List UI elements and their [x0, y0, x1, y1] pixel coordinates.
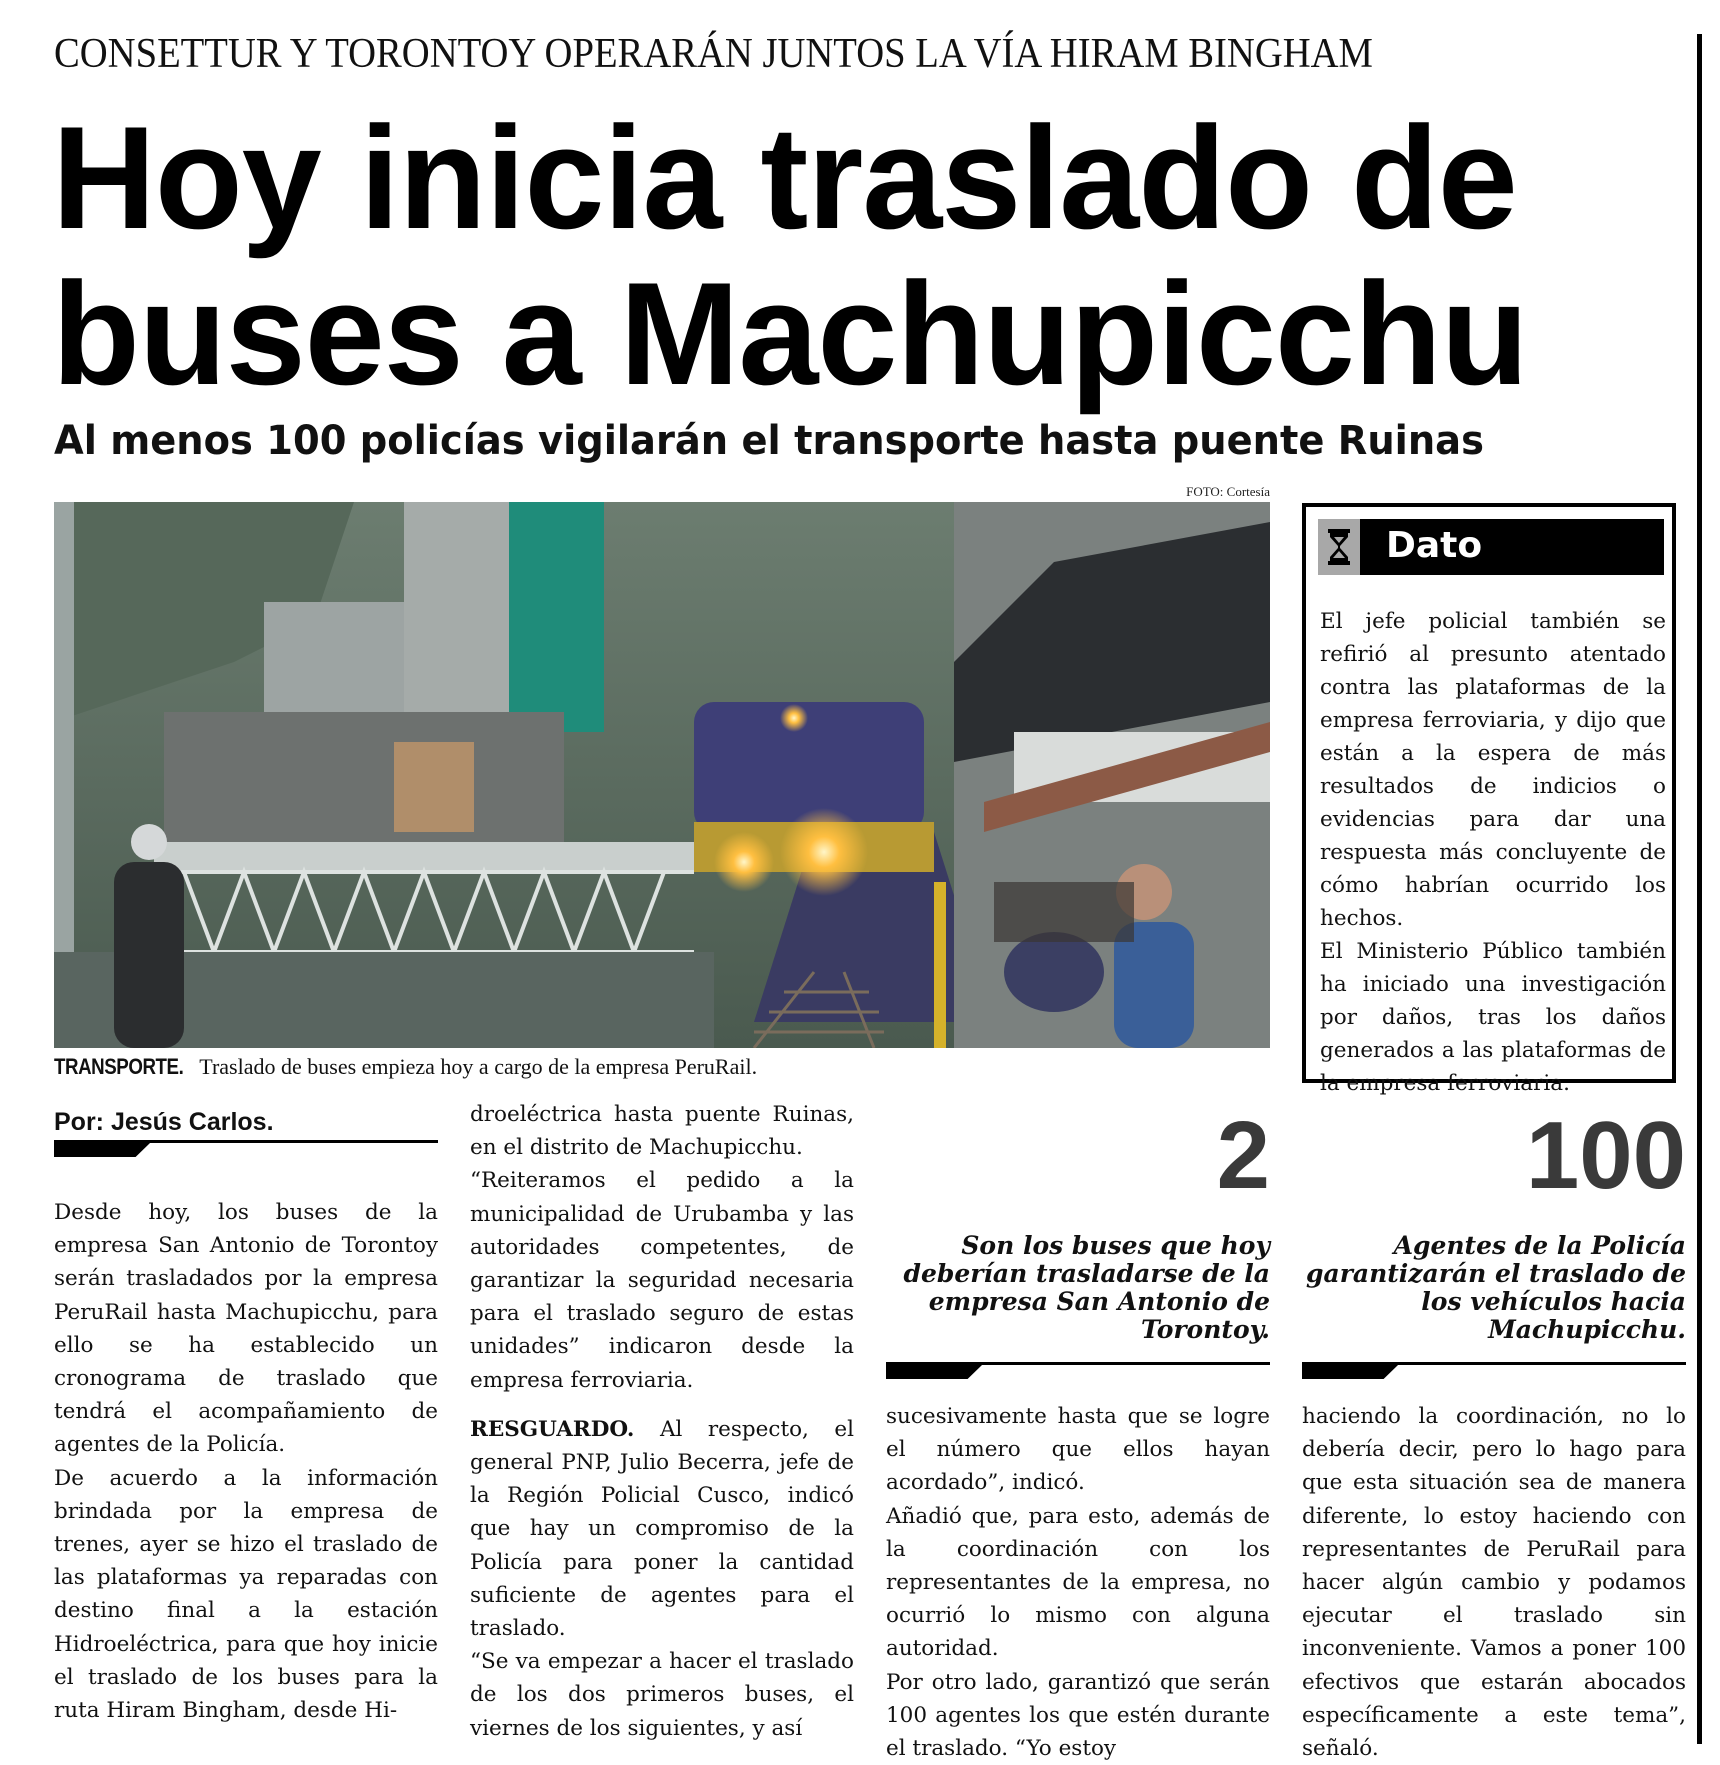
top-light: [780, 704, 808, 732]
article-paragraph: [470, 1413, 854, 1645]
article-paragraph: Añadió que, para esto, además de la coordinación con los representantes de la empresa, no ocurrió lo mismo con alguna autoridad.: [886, 1503, 1270, 1662]
article-paragraph: De acuerdo a la información brindada por la empresa de trenes, ayer se hizo el traslado de las plataformas ya reparadas con destino final a la estación Hidroeléctrica, para que hoy inicie el traslado de los buses para la ruta Hiram Bingham, desde Hi-: [54, 1465, 438, 1724]
dato-paragraph: El jefe policial también se refirió al presunto atentado contra las plataformas de la empresa ferroviaria, y dijo que están a la espera de más resultados de indicios o evidencias para dar una respuesta más concluyente de cómo habrían ocurrido los hechos.: [1320, 609, 1666, 931]
stat-wedge: [886, 1365, 982, 1379]
headline: [52, 96, 1648, 415]
train-scene-illustration: [54, 502, 1270, 1048]
stat-description: Agentes de la Policía garantizarán el traslado de los vehículos hacia Machupicchu.: [1306, 1231, 1686, 1344]
stat-wedge: [1302, 1365, 1398, 1379]
byline-wedge: [54, 1143, 150, 1157]
article-paragraph: Por otro lado, garantizó que serán 100 agentes los que estén durante el traslado. “Yo estoy: [886, 1669, 1270, 1762]
dato-header: [1318, 519, 1664, 575]
yellow-railing: [934, 882, 946, 1048]
article-paragraph: droeléctrica hasta puente Ruinas, en el distrito de Machupicchu.: [470, 1102, 854, 1161]
headlight-right: [780, 808, 868, 896]
stat-rule: [1302, 1362, 1686, 1365]
photo-caption: [54, 1054, 757, 1080]
article-paragraph: “Se va empezar a hacer el traslado de los dos primeros buses, el viernes de los siguientes, y así: [470, 1649, 854, 1741]
caption-label: TRANSPORTE.: [54, 1054, 184, 1079]
person-cap: [1004, 932, 1104, 1012]
article-column-2: [470, 1098, 854, 1745]
headline-line-1: Hoy inicia traslado de: [52, 96, 1517, 259]
kicker: CONSETTUR Y TORONTOY OPERARÁN JUNTOS LA VÍA HIRAM BINGHAM: [54, 31, 1373, 77]
section-label: RESGUARDO.: [470, 1416, 635, 1442]
article-column-3: [886, 1400, 1270, 1765]
stat-rule: [886, 1362, 1270, 1365]
concrete-tower: [404, 502, 524, 732]
paragraph-gap: [470, 1397, 854, 1413]
hourglass-icon: [1318, 519, 1360, 575]
crowd: [994, 882, 1134, 942]
stat-number: 2: [1216, 1102, 1270, 1209]
dato-sidebar: [1302, 503, 1676, 1096]
shops: [164, 712, 564, 862]
headline-line-2: buses a Machupicchu: [52, 252, 1528, 415]
person-left-head: [131, 824, 167, 860]
dato-body: [1320, 605, 1666, 1100]
green-tarp: [509, 502, 604, 732]
news-photo: [54, 502, 1270, 1048]
article-paragraph: sucesivamente hasta que se logre el número que ellos hayan acordado”, indicó.: [886, 1404, 1270, 1496]
dato-paragraph: El Ministerio Público también ha iniciado una investigación por daños, tras los daños generados a las plataformas de la empresa ferroviaria.: [1320, 939, 1666, 1096]
photo-credit: FOTO: Cortesía: [1186, 484, 1270, 499]
headlight-left: [714, 832, 774, 892]
stat-description: Son los buses que hoy deberían trasladarse de la empresa San Antonio de Torontoy.: [903, 1231, 1270, 1344]
caption-text: Traslado de buses empieza hoy a cargo de la empresa PeruRail.: [199, 1054, 758, 1079]
section-text: Al respecto, el general PNP, Julio Becerra, jefe de la Región Policial Cusco, indicó que hay un compromiso de la Policía para poner la cantidad suficiente de agentes para el traslado.: [470, 1416, 854, 1642]
dato-title: Dato: [1386, 525, 1483, 566]
hourglass-glyph: [1328, 529, 1350, 565]
page-column-rule: [1697, 34, 1702, 1744]
stat-number: 100: [1525, 1102, 1686, 1209]
wooden-door: [394, 742, 474, 832]
article-paragraph: haciendo la coordinación, no lo debería decir, pero lo hago para que esta situación sea de manera diferente, lo estoy haciendo con representantes de PeruRail para hacer algún cambio y podamos ejecutar el traslado sin inconveniente. Vamos a poner 100 efectivos que estarán abocados específicamente a este tema”, señaló.: [1302, 1404, 1686, 1762]
planters: [154, 842, 714, 870]
byline: Por: Jesús Carlos.: [54, 1108, 274, 1136]
article-paragraph: “Reiteramos el pedido a la municipalidad de Urubamba y las autoridades competentes, de garantizar la seguridad necesaria para el traslado seguro de estas unidades” indicaron desde la empresa ferroviaria.: [470, 1168, 854, 1393]
subheadline: Al menos 100 policías vigilarán el transporte hasta puente Ruinas: [54, 418, 1484, 464]
article-column-4: [1302, 1400, 1686, 1765]
article-paragraph: Desde hoy, los buses de la empresa San Antonio de Torontoy serán trasladados por la empresa PeruRail hasta Machupicchu, para ello se ha establecido un cronograma de traslado que tendrá el acompañamiento de agentes de la Policía.: [54, 1200, 438, 1458]
byline-rule: [54, 1140, 438, 1143]
article-column-1: [54, 1196, 438, 1727]
person-left: [114, 862, 184, 1048]
